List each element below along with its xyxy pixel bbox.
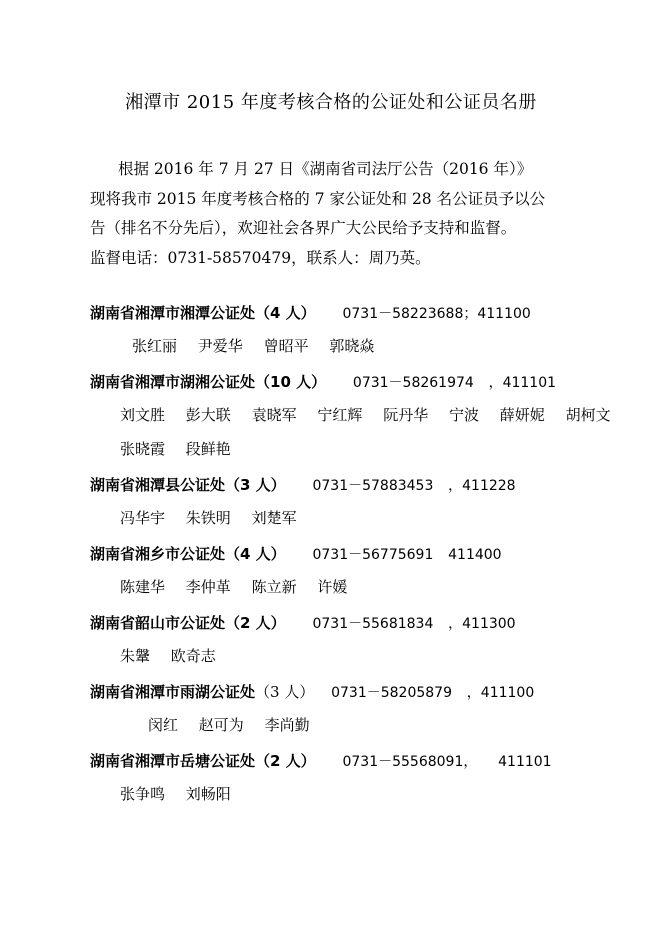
- member-name: 曾昭平: [263, 337, 309, 355]
- member-list: [90, 501, 630, 539]
- office-name: 湖南省湘潭市湘潭公证处: [90, 304, 256, 322]
- intro-line-3: 告（排名不分先后），欢迎社会各界广大公民给予支持和监督。: [90, 219, 517, 237]
- office-entry: [90, 677, 630, 746]
- office-zip: 411101: [498, 754, 552, 770]
- office-name: 湖南省韶山市公证处: [90, 614, 226, 632]
- member-name: 刘文胜: [120, 406, 166, 424]
- member-list: [90, 777, 630, 815]
- office-header: [90, 539, 630, 570]
- office-name: 湖南省湘潭县公证处: [90, 476, 226, 494]
- office-count: （2 人）: [225, 614, 286, 632]
- member-name: 刘畅阳: [185, 785, 231, 803]
- office-entry: [90, 608, 630, 677]
- member-name: 阮丹华: [383, 406, 429, 424]
- office-phone: 0731－58223688；: [342, 306, 478, 322]
- member-name: 李尚勤: [264, 716, 310, 734]
- office-count: （3 人）: [225, 476, 286, 494]
- member-name: 彭大联: [185, 406, 231, 424]
- member-name: 薛妍妮: [499, 406, 545, 424]
- member-list: [90, 398, 630, 470]
- office-count: （4 人）: [255, 304, 316, 322]
- office-name: 湖南省湘潭市岳塘公证处: [90, 752, 256, 770]
- member-name: 郭晓焱: [329, 337, 375, 355]
- office-name: 湖南省湘潭市雨湖公证处: [90, 683, 256, 701]
- office-header: [90, 608, 630, 639]
- member-list: [90, 570, 630, 608]
- member-name: 陈立新: [251, 578, 297, 596]
- office-phone: 0731－58261974: [352, 375, 474, 391]
- member-name: 许媛: [317, 578, 348, 596]
- office-entry: [90, 367, 630, 470]
- member-name: 宁红辉: [317, 406, 363, 424]
- office-header: [90, 298, 630, 329]
- office-phone: 0731－55568091，: [342, 754, 478, 770]
- office-count: （4 人）: [225, 545, 286, 563]
- office-name: 湖南省湘乡市公证处: [90, 545, 226, 563]
- office-header: [90, 470, 630, 501]
- member-list: [90, 329, 630, 367]
- member-list: [90, 708, 630, 746]
- intro-line-2: 现将我市 2015 年度考核合格的 7 家公证处和 28 名公证员予以公: [90, 189, 546, 208]
- member-name: 张争鸣: [120, 785, 166, 803]
- member-name: 张晓霞: [120, 440, 166, 458]
- office-phone: 0731－57883453: [312, 478, 434, 494]
- office-name: 湖南省湘潭市湖湘公证处: [90, 373, 256, 391]
- member-name: 陈建华: [120, 578, 166, 596]
- member-name: 李仲革: [185, 578, 231, 596]
- office-entry: [90, 539, 630, 608]
- office-header: [90, 677, 630, 708]
- office-zip: ，411228: [448, 478, 516, 494]
- member-name: 赵可为: [198, 716, 244, 734]
- document-title: 湘潭市 2015 年度考核合格的公证处和公证员名册: [125, 92, 537, 113]
- intro-line-1: 根据 2016 年 7 月 27 日《湖南省司法厅公告（2016 年）》: [118, 160, 533, 178]
- member-name: 朱铁明: [185, 509, 231, 527]
- intro-line-4: 监督电话：0731-58570479，联系人：周乃英。: [90, 248, 431, 267]
- office-zip: ，411100: [466, 685, 535, 701]
- office-header: [90, 746, 630, 777]
- office-entry: [90, 470, 630, 539]
- member-name: 张红丽: [132, 337, 178, 355]
- office-count: （3 人）: [255, 683, 315, 701]
- office-list: [90, 298, 630, 815]
- member-name: 尹爱华: [197, 337, 243, 355]
- office-zip: 411100: [477, 306, 531, 322]
- member-name: 朱鞶: [120, 647, 151, 665]
- office-count: （10 人）: [255, 373, 327, 391]
- office-phone: 0731－55681834: [312, 616, 434, 632]
- member-name: 欧奇志: [170, 647, 216, 665]
- office-phone: 0731－58205879: [331, 685, 452, 701]
- office-header: [90, 367, 630, 398]
- member-name: 段鲜艳: [185, 440, 231, 458]
- office-entry: [90, 298, 630, 367]
- office-count: （2 人）: [255, 752, 316, 770]
- office-entry: [90, 746, 630, 815]
- office-phone: 0731－56775691: [312, 547, 434, 563]
- member-name: 刘楚军: [251, 509, 297, 527]
- member-name: 宁波: [448, 406, 479, 424]
- member-name: 冯华宇: [120, 509, 166, 527]
- intro-paragraph: [90, 155, 610, 273]
- office-zip: ，411300: [448, 616, 516, 632]
- member-name: 袁晓军: [251, 406, 297, 424]
- office-zip: ，411101: [488, 375, 557, 391]
- office-zip: 411400: [448, 547, 502, 563]
- member-name: 胡柯文: [565, 406, 611, 424]
- member-list: [90, 639, 630, 677]
- member-name: 闵红: [148, 716, 179, 734]
